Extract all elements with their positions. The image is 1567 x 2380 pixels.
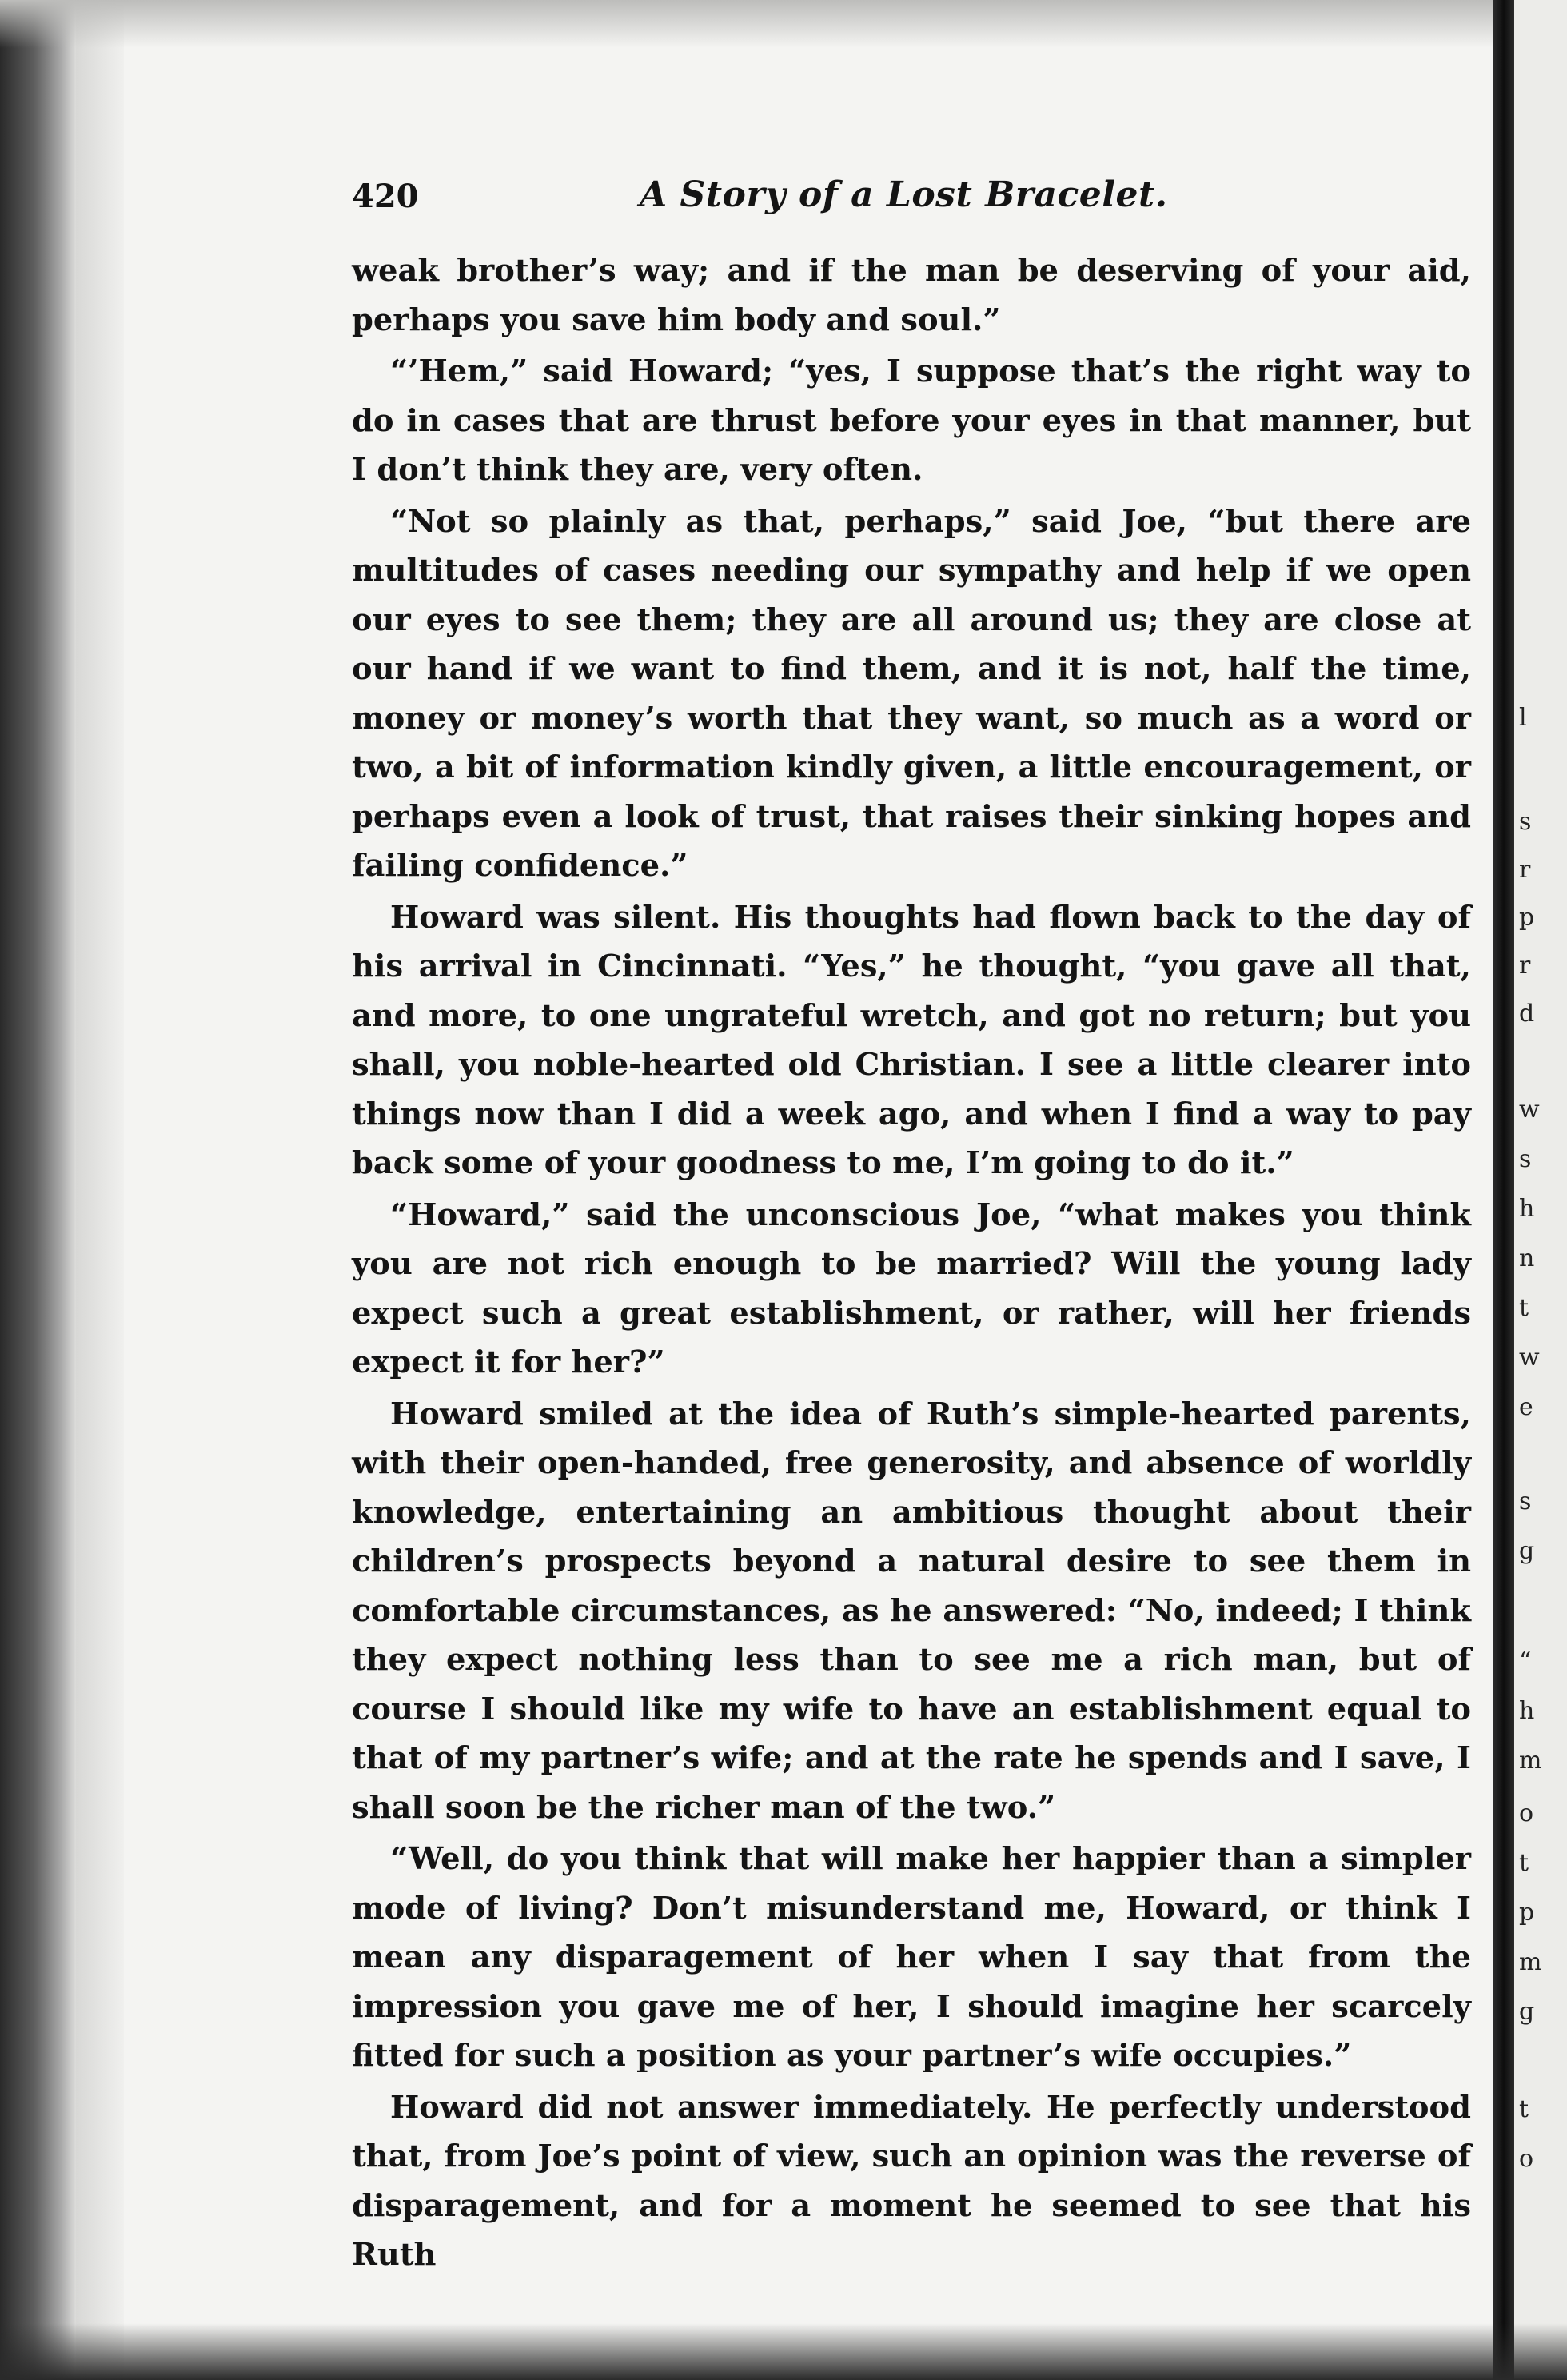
facing-page-fragment: p xyxy=(1519,904,1535,932)
binding-shadow xyxy=(0,0,76,2380)
facing-page-fragment: e xyxy=(1519,1393,1533,1421)
paragraph: “Not so plainly as that, perhaps,” said Joe, “but there are multitudes of cases needing our sympathy and help if we open our eyes to see them; they are all around us; they are close at our hand if we want to find them, and it is not, half the time, money or money’s worth that they want, so much as a word or two, a bit of information kindly given, a little encouragement, or perhaps even a look of trust, that raises their sinking hopes and failing confidence.” xyxy=(352,503,1471,884)
facing-page-fragment: t xyxy=(1519,1849,1529,1877)
facing-page-fragment: d xyxy=(1519,1000,1535,1028)
facing-page-fragment: s xyxy=(1519,808,1532,836)
facing-page-fragment: “ xyxy=(1519,1647,1532,1675)
paragraph: “’Hem,” said Howard; “yes, I suppose that’s the right way to do in cases that are thrust before your eyes in that manner, but I don’t think they are, very often. xyxy=(352,353,1471,488)
paragraph: Howard did not answer immediately. He perfectly understood that, from Joe’s point of view, such an opinion was the reverse of disparagement, and for a moment he seemed to see that his Ruth xyxy=(352,2089,1471,2273)
page-number: 420 xyxy=(352,178,419,215)
page-margin-shade xyxy=(76,0,124,2380)
paragraph: “Howard,” said the unconscious Joe, “what makes you think you are not rich enough to be married? Will the young lady expect such a great establishment, or rather, will her friends expect it for her?” xyxy=(352,1196,1471,1380)
facing-page-fragment: t xyxy=(1519,2095,1529,2123)
running-title: A Story of a Lost Bracelet. xyxy=(640,174,1168,215)
facing-page-fragment: r xyxy=(1519,856,1531,884)
facing-page-fragment: o xyxy=(1519,1799,1534,1827)
facing-page-fragment: w xyxy=(1519,1096,1540,1124)
facing-page-fragment: w xyxy=(1519,1344,1540,1372)
facing-page-fragment: n xyxy=(1519,1244,1535,1272)
facing-page-fragment: h xyxy=(1519,1195,1535,1223)
facing-page-fragment: g xyxy=(1519,1998,1535,2026)
page-header xyxy=(352,168,1471,224)
facing-page-fragment: m xyxy=(1519,1747,1542,1775)
facing-page-edge xyxy=(1514,0,1567,2380)
book-gutter xyxy=(1493,0,1514,2380)
paragraph: Howard was silent. His thoughts had flown back to the day of his arrival in Cincinnati. “Yes,” he thought, “you gave all that, and more, to one ungrateful wretch, and got no return; but you shall, you noble-hearted old Christian. I see a little clearer into things now than I did a week ago, and when I find a way to pay back some of your goodness to me, I’m going to do it.” xyxy=(352,899,1471,1181)
facing-page-fragment: h xyxy=(1519,1697,1535,1725)
facing-page-fragment: o xyxy=(1519,2145,1534,2173)
paragraph: weak brother’s way; and if the man be deserving of your aid, perhaps you save him body and soul.” xyxy=(352,253,1471,338)
facing-page-fragment: t xyxy=(1519,1294,1529,1322)
top-shadow xyxy=(0,0,1493,48)
facing-page-fragment: r xyxy=(1519,952,1531,980)
facing-page-fragment: m xyxy=(1519,1948,1542,1976)
book-page xyxy=(352,168,1471,2280)
facing-page-fragment: g xyxy=(1519,1537,1535,1565)
facing-page-fragment: l xyxy=(1519,704,1527,732)
facing-page-fragment: s xyxy=(1519,1145,1532,1173)
bottom-shadow xyxy=(0,2323,1567,2380)
facing-page-fragment: p xyxy=(1519,1899,1535,1927)
page-body xyxy=(352,246,1471,2280)
facing-page-fragment: s xyxy=(1519,1488,1532,1515)
paragraph: Howard smiled at the idea of Ruth’s simple-hearted parents, with their open-handed, free generosity, and absence of worldly knowledge, entertaining an ambitious thought about their children’s prospects beyond a natural desire to see them in comfortable circumstances, as he answered: “No, indeed; I think they expect nothing less than to see me a rich man, but of course I should like my wife to have an establishment equal to that of my partner’s wife; and at the rate he spends and I save, I shall soon be the richer man of the two.” xyxy=(352,1396,1471,1826)
paragraph: “Well, do you think that will make her happier than a simpler mode of living? Don’t misunderstand me, Howard, or think I mean any disparagement of her when I say that from the impression you gave me of her, I should imagine her scarcely fitted for such a position as your partner’s wife occupies.” xyxy=(352,1841,1471,2074)
